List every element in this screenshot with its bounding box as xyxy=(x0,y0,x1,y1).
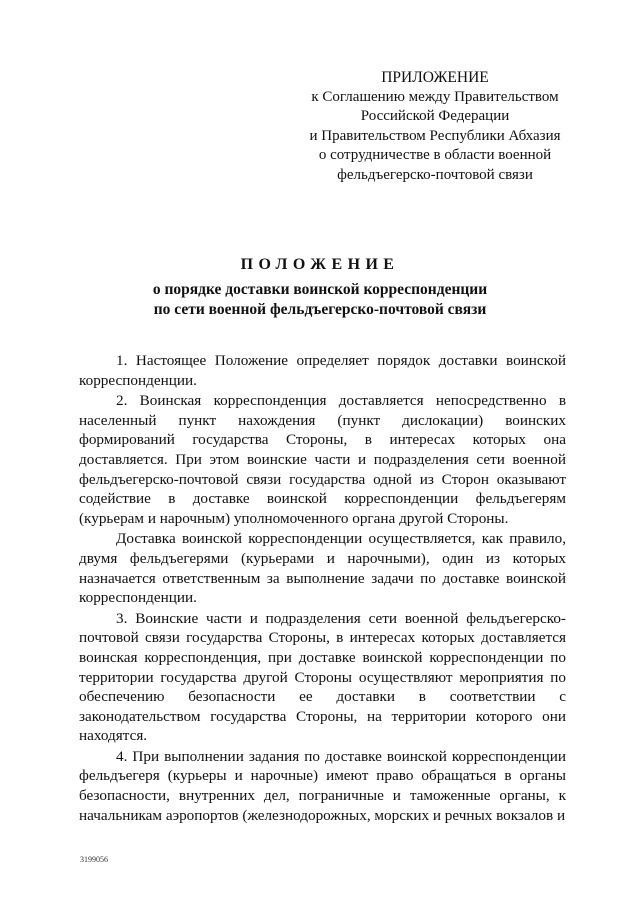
annex-header xyxy=(290,68,580,185)
annex-line: Российской Федерации xyxy=(360,108,510,124)
paragraph-2: 2. Воинская корреспонденция доставляется непосредственно в населенный пункт нахождения (пункт дислокации) воинских формирований государства Стороны, в интересах которых она доставляется. При этом воинские части и подразделения сети военной фельдъегерско-почтовой связи государства одной из Сторон оказывают содействие в доставке воинской корреспонденции фельдъегерям (курьерам и нарочным) уполномоченного органа другой Стороны. xyxy=(79,392,566,527)
paragraph-4: 4. При выполнении задания по доставке воинской корреспонденции фельдъегеря (курьеры и нарочные) имеют право обращаться в органы безопасности, внутренних дел, пограничные и таможенные органы, к начальникам аэропортов (железнодорожных, морских и речных вокзалов и xyxy=(79,747,566,824)
document-code: 3199056 xyxy=(80,855,108,864)
annex-line: фельдъегерско-почтовой связи xyxy=(337,166,533,183)
annex-line: к Соглашению между Правительством xyxy=(311,88,559,105)
paragraph-3: 3. Воинские части и подразделения сети военной фельдъегерско-почтовой связи государства Стороны, в интересах которых доставляется воинская корреспонденция, при доставке воинской корреспонденции по территории государства другой Стороны осуществляют мероприятия по обеспечению безопасности ее доставки в соответствии с законодательством государства Стороны, на территории которого они находятся. xyxy=(79,609,566,745)
document-subtitle xyxy=(70,280,570,320)
annex-line: о сотрудничестве в области военной xyxy=(318,147,552,163)
annex-line: и Правительством Республики Абхазия xyxy=(309,127,561,144)
annex-title: ПРИЛОЖЕНИЕ xyxy=(381,69,489,86)
paragraph-2-continued: Доставка воинской корреспонденции осуществляется, как правило, двумя фельдъегерями (курьерами и нарочными), один из которых назначается ответственным за выполнение задачи по доставке воинской корреспонденции. xyxy=(79,530,566,607)
subtitle-line: о порядке доставки воинской корреспонденции xyxy=(152,281,488,298)
subtitle-line: по сети военной фельдъегерско-почтовой связи xyxy=(153,301,487,318)
document-body xyxy=(79,351,566,826)
document-title: ПОЛОЖЕНИЕ xyxy=(240,256,400,273)
paragraph-1: 1. Настоящее Положение определяет порядок доставки воинской корреспонденции. xyxy=(79,352,566,389)
